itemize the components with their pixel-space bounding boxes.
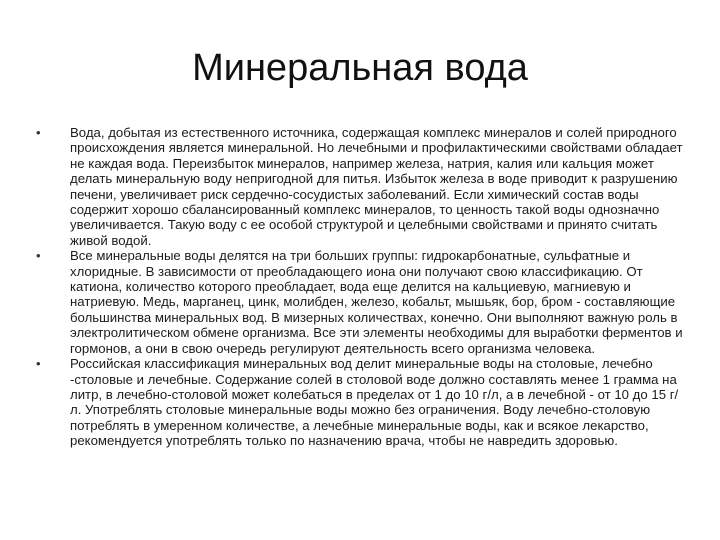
- bullet-text: Все минеральные воды делятся на три больших группы: гидрокарбонатные, сульфатные и хлоридные. В зависимости от преобладающего иона они получают свою классификацию. От катиона, количество которого преобладает, вода еще делится на кальциевую, магниевую и натриевую. Медь, марганец, цинк, молибден, железо, кобальт, мышьяк, бор, бром - составляющие большинства минеральных вод. В мизерных количествах, конечно. Они выполняют важную роль в электролитическом обмене организма. Все эти элементы необходимы для выработки ферментов и гормонов, а они в свою очередь регулируют деятельность всего организма человека.: [70, 248, 683, 356]
- bullet-item-1: [36, 125, 686, 248]
- bullet-item-2: [36, 248, 686, 356]
- bullet-list: [36, 125, 686, 449]
- bullet-text: Вода, добытая из естественного источника, содержащая комплекс минералов и солей природного происхождения является минеральной. Но лечебными и профилактическими свойствами обладает не каждая вода. Переизбыток минералов, например железа, натрия, калия или кальция может делать минеральную воду непригодной для питья. Избыток железа в воде приводит к разрушению печени, увеличивает риск сердечно-сосудистых заболеваний. Если химический состав воды содержит хорошо сбалансированный комплекс минералов, то ценность такой воды однозначно увеличивается. Такую воду с ее особой структурой и целебными свойствами и принято считать живой водой.: [70, 125, 683, 248]
- slide-title: Минеральная вода: [192, 47, 528, 89]
- bullet-text: Российская классификация минеральных вод делит минеральные воды на столовые, лечебно -столовые и лечебные. Содержание солей в столовой воде должно составлять менее 1 грамма на литр, в лечебно-столовой может колебаться в пределах от 1 до 10 г/л, а в лечебной - от 10 до 15 г/л. Употреблять столовые минеральные воды можно без ограничения. Воду лечебно-столовую потреблять в умеренном количестве, а лечебные минеральные воды, как и всякое лекарство, рекомендуется употреблять только по назначению врача, чтобы не навредить здоровью.: [70, 356, 679, 449]
- bullet-dot-icon: •: [36, 248, 41, 264]
- bullet-dot-icon: •: [36, 125, 41, 140]
- bullet-item-3: [36, 356, 686, 448]
- bullet-dot-icon: •: [36, 356, 41, 372]
